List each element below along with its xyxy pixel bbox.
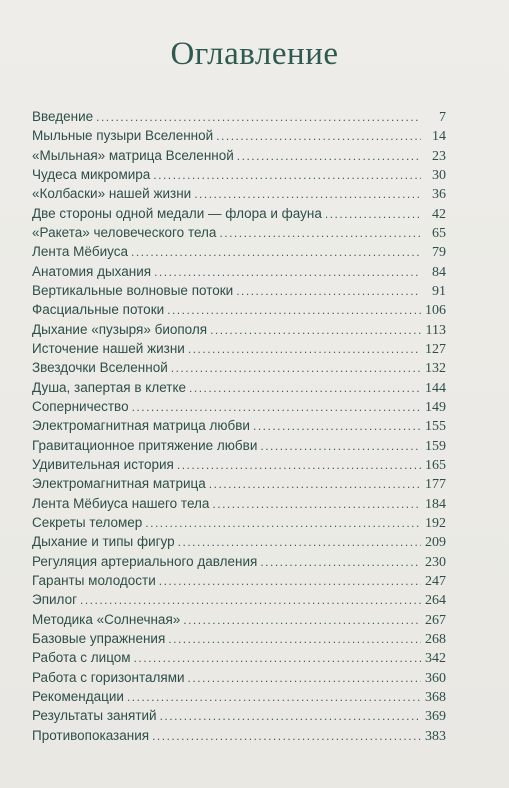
toc-entry-title: Результаты занятий [32, 708, 157, 724]
toc-entry-title: Источение нашей жизни [32, 340, 185, 356]
toc-leader-dots [216, 129, 421, 143]
toc-leader-dots [153, 168, 421, 182]
toc-entry-title: Лента Мёбиуса [32, 244, 128, 260]
toc-entry-page-number: 209 [425, 535, 446, 551]
toc-entry-title: Вертикальные волновые потоки [32, 282, 234, 298]
toc-entry [32, 360, 446, 379]
toc-entry [32, 438, 446, 457]
toc-entry-title: «Колбаски» нашей жизни [32, 186, 192, 202]
toc-entry [32, 631, 446, 650]
toc-entry-title: Удивительная история [32, 456, 174, 472]
toc-leader-dots [131, 245, 421, 259]
toc-entry [32, 728, 446, 747]
toc-entry-title: Введение [32, 109, 94, 124]
toc-leader-dots [260, 555, 421, 569]
toc-entry [32, 534, 446, 553]
toc-entry-title: Гравитационное притяжение любви [32, 437, 258, 453]
toc-entry-page-number: 192 [425, 515, 446, 531]
toc-entry [32, 264, 446, 283]
toc-entry [32, 650, 446, 669]
toc-entry-title: Соперничество [32, 398, 129, 414]
toc-entry-title: Эпилог [32, 592, 78, 608]
toc-entry-title: Электромагнитная матрица [32, 476, 206, 492]
toc-entry-page-number: 184 [425, 496, 446, 512]
toc-entry-page-number: 159 [425, 438, 446, 454]
toc-entry-page-number: 79 [432, 245, 446, 261]
toc-entry-title: Рекомендации [32, 688, 124, 704]
toc-entry [32, 380, 446, 399]
toc-entry-page-number: 264 [425, 593, 446, 609]
toc-entry [32, 128, 446, 147]
toc-entry-page-number: 127 [425, 341, 446, 357]
toc-entry-page-number: 132 [425, 361, 446, 377]
toc-entry-page-number: 369 [425, 709, 446, 725]
toc-entry [32, 573, 446, 592]
toc-entry [32, 554, 446, 573]
toc-leader-dots [80, 593, 421, 607]
toc-entry [32, 612, 446, 631]
toc-leader-dots [177, 458, 421, 472]
toc-entry-title: Мыльные пузыри Вселенной [32, 128, 214, 144]
toc-entry-page-number: 7 [439, 110, 446, 125]
toc-entry-title: Дыхание «пузыря» биополя [32, 321, 208, 337]
toc-entry-title: «Мыльная» матрица Вселенной [32, 147, 234, 163]
toc-leader-dots [167, 303, 421, 317]
toc-entry-title: Электромагнитная матрица любви [32, 418, 250, 434]
toc-leader-dots [219, 226, 421, 240]
toc-entry-page-number: 14 [432, 129, 446, 145]
toc-entry-title: Работа с горизонталями [32, 669, 185, 685]
toc-entry-title: Секреты теломер [32, 514, 143, 530]
toc-entry-page-number: 113 [425, 322, 446, 338]
toc-entry [32, 399, 446, 418]
toc-entry [32, 148, 446, 167]
toc-entry-title: Дыхание и типы фигур [32, 534, 175, 550]
toc-entry-page-number: 268 [425, 631, 446, 647]
toc-leader-dots [260, 439, 421, 453]
toc-entry [32, 186, 446, 205]
toc-entry [32, 167, 446, 186]
toc-entry [32, 515, 446, 534]
toc-entry-page-number: 23 [432, 148, 446, 164]
toc-entry [32, 592, 446, 611]
toc-entry-page-number: 267 [425, 612, 446, 628]
toc-entry-title: Методика «Солнечная» [32, 611, 181, 627]
toc-leader-dots [253, 419, 421, 433]
toc-entry-page-number: 106 [425, 303, 446, 319]
toc-entry-page-number: 177 [425, 477, 446, 493]
toc-entry-title: Работа с лицом [32, 650, 131, 666]
toc-leader-dots [212, 497, 421, 511]
toc-entry-title: Чудеса микромира [32, 166, 151, 182]
toc-entry [32, 457, 446, 476]
toc-leader-dots [209, 477, 421, 491]
toc-entry-title: Фасциальные потоки [32, 302, 165, 318]
toc-entry-title: Гаранты молодости [32, 572, 156, 588]
toc-entry-page-number: 368 [425, 689, 446, 705]
toc-leader-dots [154, 265, 421, 279]
toc-leader-dots [159, 574, 421, 588]
toc-entry-title: Звездочки Вселенной [32, 360, 168, 376]
toc-leader-dots [145, 516, 421, 530]
toc-leader-dots [132, 400, 421, 414]
toc-leader-dots [178, 535, 421, 549]
toc-leader-dots [236, 284, 421, 298]
toc-leader-dots [152, 729, 421, 743]
toc-leader-dots [189, 381, 421, 395]
toc-entry-page-number: 84 [432, 264, 446, 280]
toc-leader-dots [168, 632, 421, 646]
toc-entry [32, 418, 446, 437]
toc-entry [32, 476, 446, 495]
toc-entry [32, 225, 446, 244]
toc-entry-page-number: 42 [432, 206, 446, 222]
toc-leader-dots [194, 187, 421, 201]
toc-entry [32, 708, 446, 727]
toc-entry [32, 670, 446, 689]
toc-leader-dots [210, 323, 421, 337]
toc-entry-page-number: 144 [425, 380, 446, 396]
toc-entry [32, 244, 446, 263]
toc-entry-page-number: 149 [425, 399, 446, 415]
toc-entry-page-number: 165 [425, 457, 446, 473]
toc-entry-title: Противопоказания [32, 727, 150, 743]
toc-entry-title: Душа, запертая в клетке [32, 379, 187, 395]
toc-leader-dots [127, 690, 421, 704]
toc-entry-title: Регуляция артериального давления [32, 553, 258, 569]
toc-entry-page-number: 36 [432, 187, 446, 203]
toc-entry-title: «Ракета» человеческого тела [32, 224, 217, 240]
toc-entry-title: Две стороны одной медали — флора и фауна [32, 205, 322, 221]
toc-entry-page-number: 383 [425, 728, 446, 744]
toc-entry [32, 341, 446, 360]
toc-entry-title: Базовые упражнения [32, 630, 166, 646]
toc-entry-page-number: 247 [425, 573, 446, 589]
toc-entry [32, 322, 446, 341]
toc-entry [32, 283, 446, 302]
toc-entry [32, 206, 446, 225]
page-title: Оглавление [170, 36, 339, 72]
toc-entry-page-number: 65 [432, 225, 446, 241]
toc-leader-dots [134, 651, 421, 665]
toc-leader-dots [160, 709, 421, 723]
toc-entry [32, 496, 446, 515]
toc-entry-page-number: 342 [425, 651, 446, 667]
toc-entry-page-number: 30 [432, 167, 446, 183]
toc-entry-page-number: 91 [432, 283, 446, 299]
toc-entry-title: Анатомия дыхания [32, 263, 152, 279]
toc-leader-dots [171, 361, 421, 375]
toc-leader-dots [188, 671, 421, 685]
toc-entry-page-number: 155 [425, 419, 446, 435]
toc-leader-dots [237, 149, 421, 163]
toc-leader-dots [325, 207, 421, 221]
table-of-contents [32, 109, 446, 747]
toc-entry [32, 109, 446, 128]
toc-leader-dots [183, 613, 421, 627]
toc-entry [32, 689, 446, 708]
toc-leader-dots [96, 110, 421, 124]
toc-leader-dots [188, 342, 421, 356]
toc-entry-title: Лента Мёбиуса нашего тела [32, 495, 210, 511]
toc-entry [32, 302, 446, 321]
toc-entry-page-number: 360 [425, 670, 446, 686]
toc-entry-page-number: 230 [425, 554, 446, 570]
